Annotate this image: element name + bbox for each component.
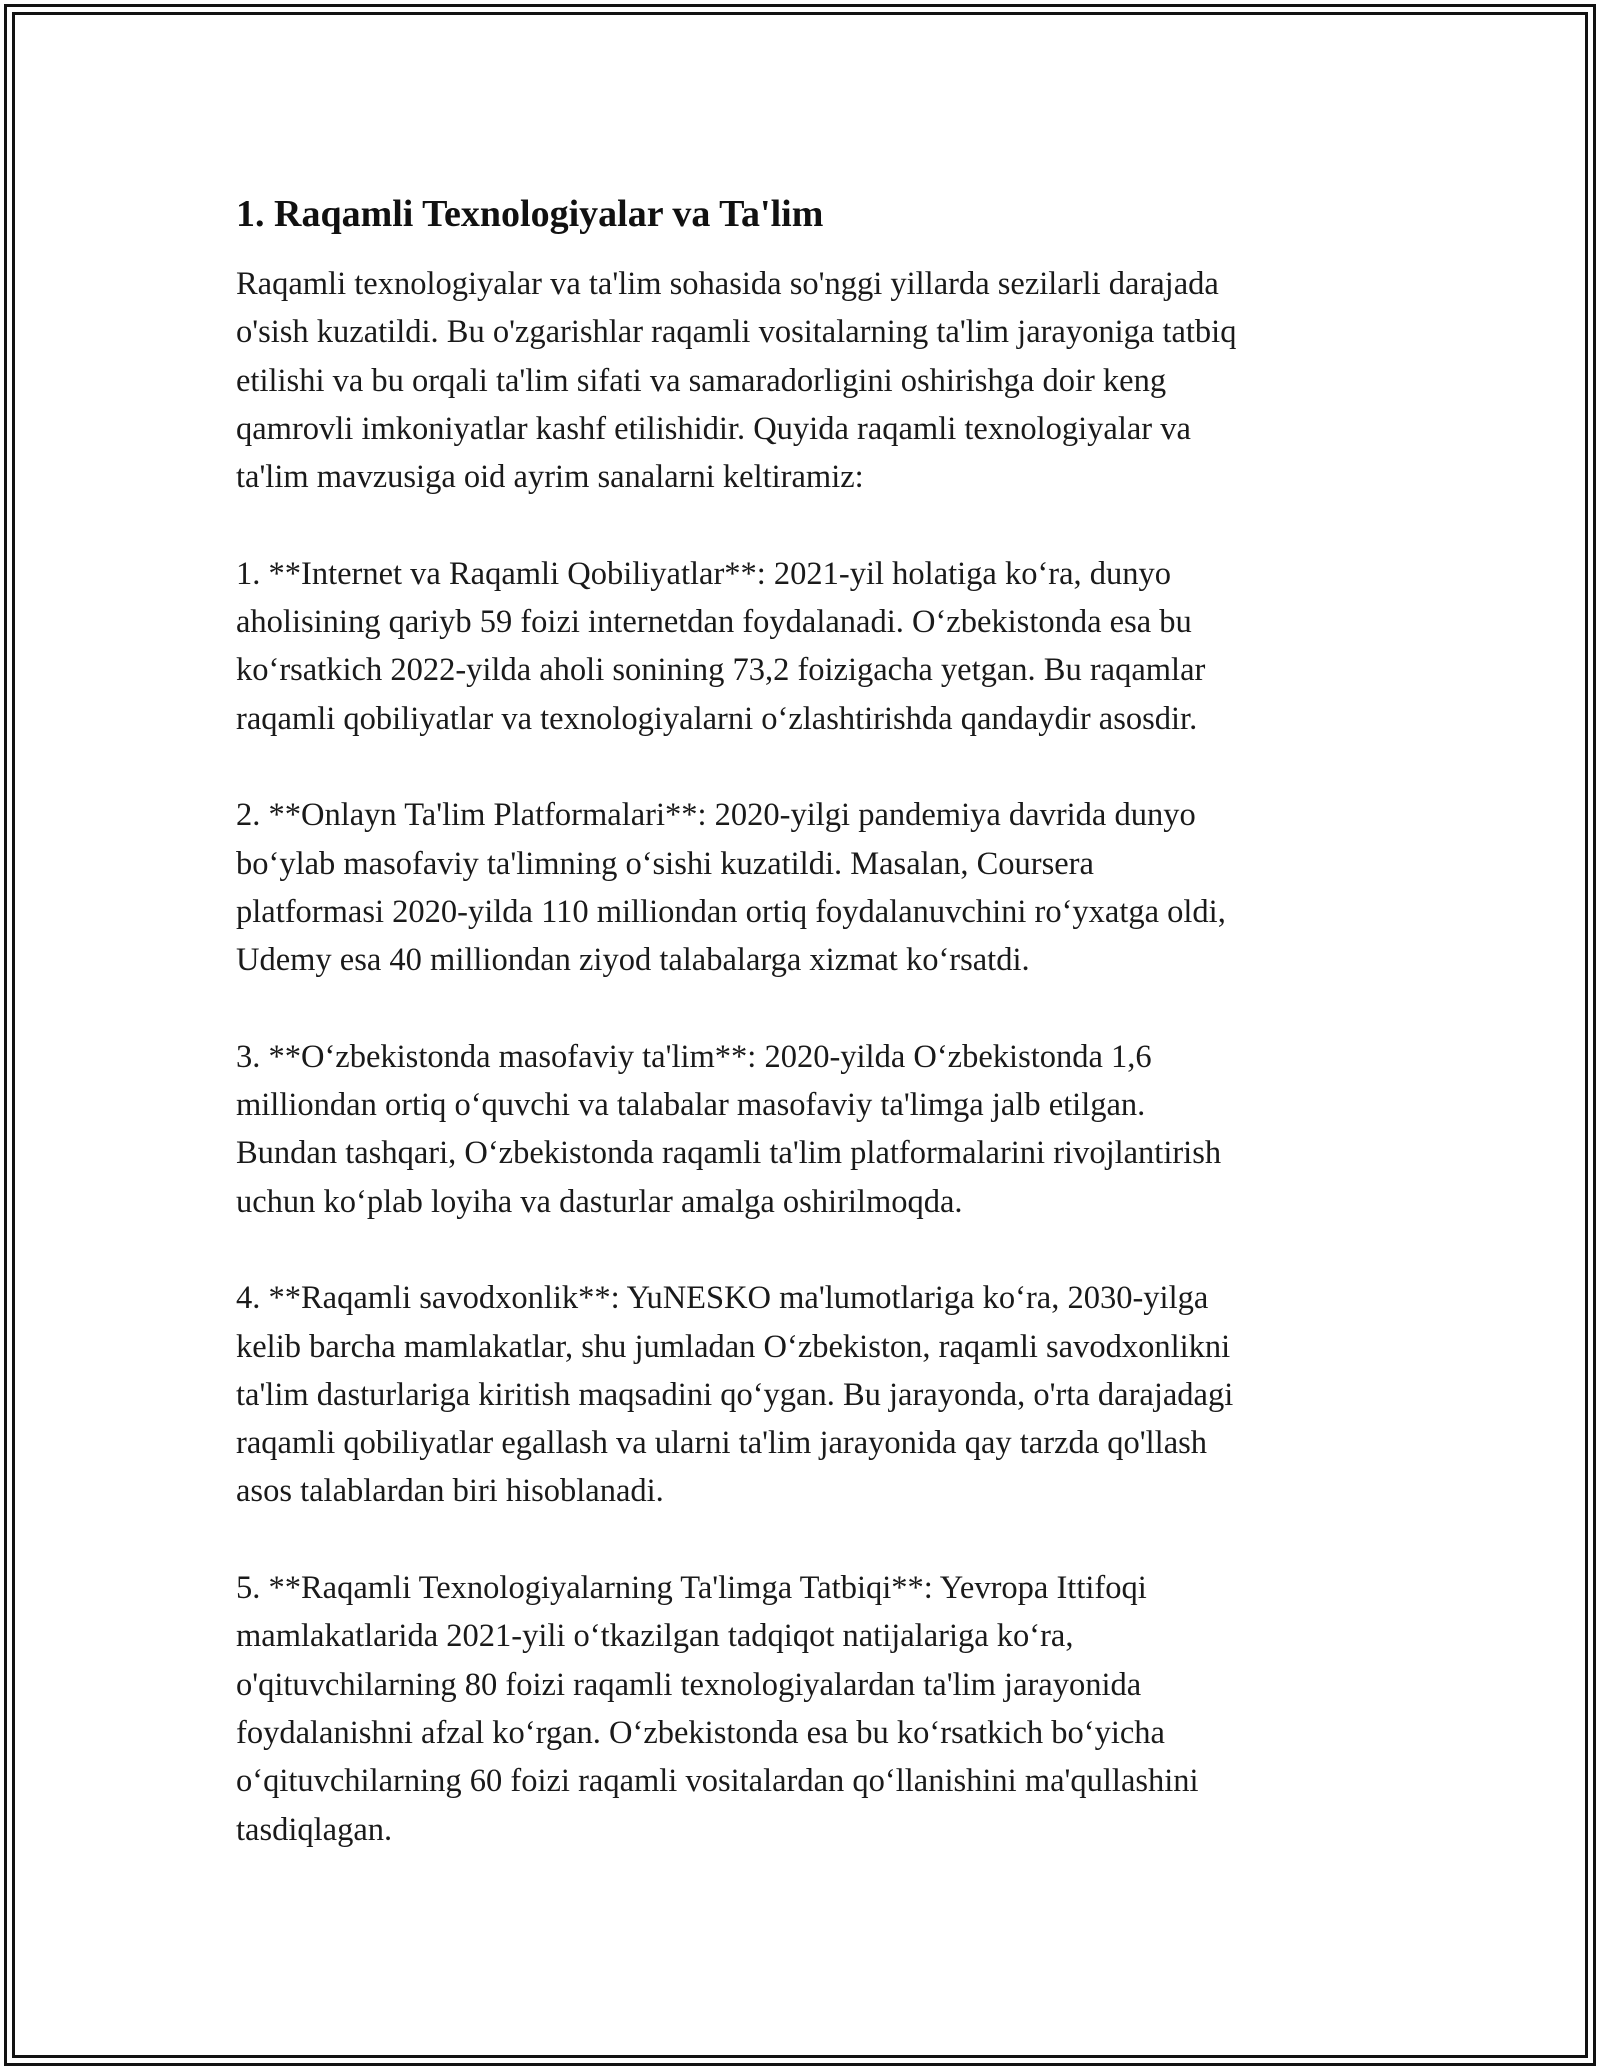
text-line: 2. **Onlayn Ta'lim Platformalari**: 2020-yilgi pandemiya davrida dunyo [236, 797, 1196, 834]
text-line: Udemy esa 40 milliondan ziyod talabalarga xizmat ko‘rsatdi. [236, 942, 1030, 979]
text-line: platformasi 2020-yilda 110 milliondan ortiq foydalanuvchini ro‘yxatga oldi, [236, 893, 1226, 930]
text-line: 5. **Raqamli Texnologiyalarning Ta'limga Tatbiqi**: Yevropa Ittifoqi [236, 1570, 1147, 1607]
intro-paragraph [236, 260, 1376, 501]
text-line: 4. **Raqamli savodxonlik**: YuNESKO ma'lumotlariga ko‘ra, 2030-yilga [236, 1280, 1209, 1317]
document-body [236, 186, 1376, 1854]
text-line: ta'lim dasturlariga kiritish maqsadini qo‘ygan. Bu jarayonda, o'rta darajadagi [236, 1376, 1234, 1413]
text-line: ko‘rsatkich 2022-yilda aholi sonining 73,2 foizigacha yetgan. Bu raqamlar [236, 652, 1206, 689]
text-line: 1. **Internet va Raqamli Qobiliyatlar**: 2021-yil holatiga ko‘ra, dunyo [236, 555, 1172, 592]
list-item-paragraph [236, 1033, 1376, 1226]
text-line: aholisining qariyb 59 foizi internetdan foydalanadi. O‘zbekistonda esa bu [236, 604, 1192, 641]
list-item-paragraph [236, 1274, 1376, 1515]
text-line: etilishi va bu orqali ta'lim sifati va samaradorligini oshirishga doir keng [236, 362, 1167, 399]
text-line: mamlakatlarida 2021-yili o‘tkazilgan tadqiqot natijalariga ko‘ra, [236, 1618, 1074, 1655]
text-line: tasdiqlagan. [236, 1811, 393, 1848]
section-heading: 1. Raqamli Texnologiyalar va Ta'lim [236, 193, 824, 235]
text-line: milliondan ortiq o‘quvchi va talabalar masofaviy ta'limga jalb etilgan. [236, 1087, 1146, 1124]
list-item-paragraph [236, 550, 1376, 743]
text-line: raqamli qobiliyatlar egallash va ularni ta'lim jarayonida qay tarzda qo'llash [236, 1425, 1208, 1462]
text-line: bo‘ylab masofaviy ta'limning o‘sishi kuzatildi. Masalan, Coursera [236, 845, 1094, 882]
text-line: ta'lim mavzusiga oid ayrim sanalarni keltiramiz: [236, 459, 864, 496]
text-line: o'qituvchilarning 80 foizi raqamli texnologiyalardan ta'lim jarayonida [236, 1666, 1142, 1703]
text-line: kelib barcha mamlakatlar, shu jumladan O‘zbekiston, raqamli savodxonlikni [236, 1328, 1231, 1365]
paragraph-list [236, 260, 1376, 1854]
text-line: o'sish kuzatildi. Bu o'zgarishlar raqamli vositalarning ta'lim jarayoniga tatbiq [236, 314, 1237, 351]
text-line: raqamli qobiliyatlar va texnologiyalarni o‘zlashtirishda qandaydir asosdir. [236, 700, 1198, 737]
text-line: Bundan tashqari, O‘zbekistonda raqamli ta'lim platformalarini rivojlantirish [236, 1135, 1222, 1172]
text-line: asos talablardan biri hisoblanadi. [236, 1473, 664, 1510]
text-line: uchun ko‘plab loyiha va dasturlar amalga oshirilmoqda. [236, 1183, 963, 1220]
text-line: o‘qituvchilarning 60 foizi raqamli vositalardan qo‘llanishini ma'qullashini [236, 1763, 1199, 1800]
text-line: Raqamli texnologiyalar va ta'lim sohasida so'nggi yillarda sezilarli darajada [236, 266, 1219, 302]
text-line: 3. **O‘zbekistonda masofaviy ta'lim**: 2020-yilda O‘zbekistonda 1,6 [236, 1038, 1152, 1075]
text-line: foydalanishni afzal ko‘rgan. O‘zbekistonda esa bu ko‘rsatkich bo‘yicha [236, 1714, 1165, 1751]
text-line: qamrovli imkoniyatlar kashf etilishidir. Quyida raqamli texnologiyalar va [236, 410, 1191, 447]
list-item-paragraph [236, 1564, 1376, 1854]
list-item-paragraph [236, 791, 1376, 984]
